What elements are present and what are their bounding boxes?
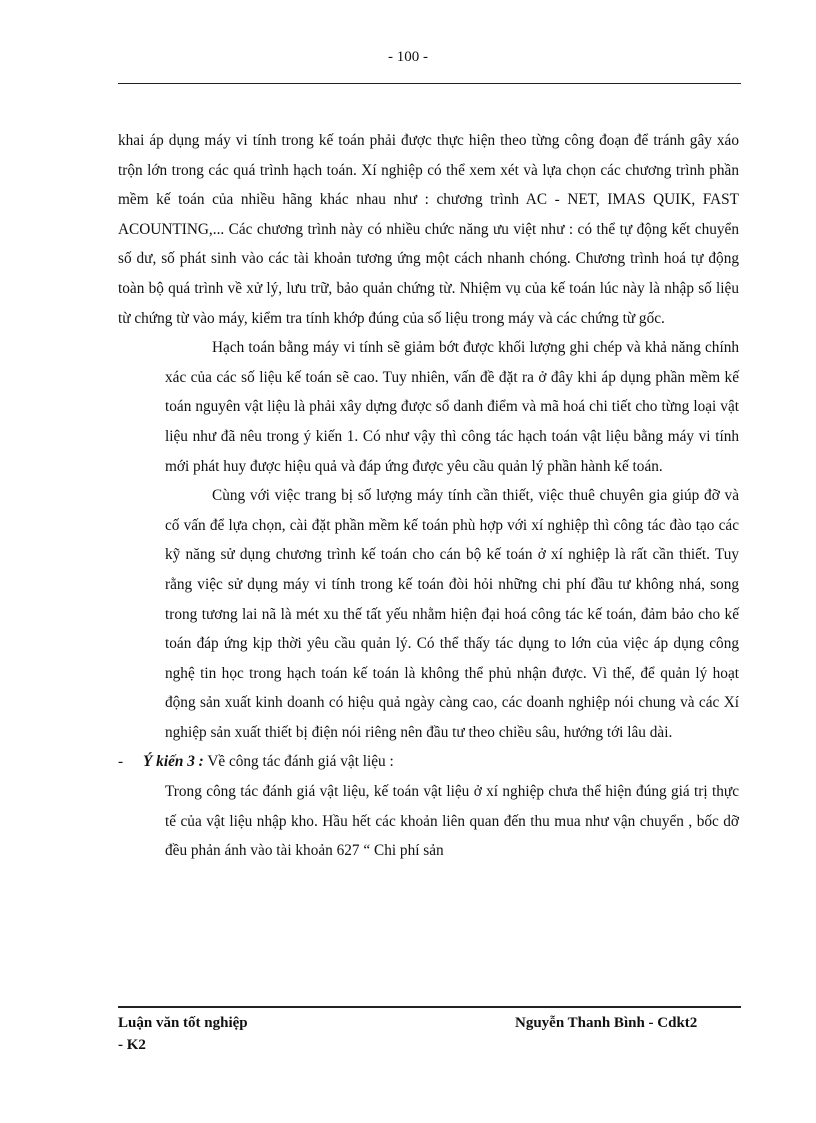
bullet-heading xyxy=(118,747,739,777)
header-divider xyxy=(118,83,741,84)
document-body xyxy=(118,126,739,866)
footer-left xyxy=(118,1012,248,1056)
footer-divider xyxy=(118,1006,741,1008)
page-number: - 100 - xyxy=(388,49,428,65)
paragraph-3: Cùng với việc trang bị số lượng máy tính cần thiết, việc thuê chuyên gia giúp đỡ và cố vấn để lựa chọn, cài đặt phần mềm kế toán phù hợp với xí nghiệp thì công tác đào tạo các kỹ năng sử dụng chương trình kế toán cho cán bộ kế toán ở xí nghiệp là rất cần thiết. Tuy rằng việc sử dụng máy vi tính trong kế toán đòi hỏi những chi phí đầu tư không nhá, song trong tương lai nã là mét xu thế tất yếu nhằm hiện đại hoá công tác kế toán, đảm bảo cho kế toán đáp ứng kịp thời yêu cầu quản lý. Có thể thấy tác dụng to lớn của việc áp dụng công nghệ tin học trong hạch toán kế toán là không thể phủ nhận được. Vì thế, để quản lý hoạt động sản xuất kinh doanh có hiệu quả ngày càng cao, các doanh nghiệp nói chung và các Xí nghiệp sản xuất thiết bị điện nói riêng nên đầu tư theo chiều sâu, hướng tới lâu dài. xyxy=(165,487,739,741)
footer-author: Nguyễn Thanh Bình - Cdkt2 xyxy=(515,1015,698,1031)
footer-thesis-label: Luận văn tốt nghiệp xyxy=(118,1015,248,1031)
paragraph-2: Hạch toán bằng máy vi tính sẽ giảm bớt được khối lượng ghi chép và khả năng chính xác của các số liệu kế toán sẽ cao. Tuy nhiên, vấn đề đặt ra ở đây khi áp dụng phần mềm kế toán nguyên vật liệu là phải xây dựng được sổ danh điểm và mã hoá chi tiết cho từng loại vật liệu như đã nêu trong ý kiến 1. Có như vậy thì công tác hạch toán vật liệu bằng máy vi tính mới phát huy được hiệu quả và đáp ứng được yêu cầu quản lý phần hành kế toán. xyxy=(165,339,739,475)
bullet-body: Trong công tác đánh giá vật liệu, kế toán vật liệu ở xí nghiệp chưa thể hiện đúng giá trị thực tế của vật liệu nhập kho. Hầu hết các khoản liên quan đến thu mua như vận chuyển , bốc dỡ đều phản ánh vào tài khoản 627 “ Chi phí sản xyxy=(165,783,739,860)
bullet-title: Ý kiến 3 : xyxy=(143,753,204,771)
bullet-heading-text: Về công tác đánh giá vật liệu : xyxy=(203,753,394,771)
paragraph-1: khai áp dụng máy vi tính trong kế toán phải được thực hiện theo từng công đoạn để tránh gây xáo trộn lớn trong các quá trình hạch toán. Xí nghiệp có thể xem xét và lựa chọn các chương trình phần mềm kế toán của nhiều hãng khác nhau như : chương trình AC - NET, IMAS QUIK, FAST ACOUNTING,... Các chương trình này có nhiều chức năng ưu việt như : có thể tự động kết chuyển số dư, số phát sinh vào các tài khoản tương ứng một cách nhanh chóng. Chương trình hoá tự động toàn bộ quá trình về xử lý, lưu trữ, bảo quản chứng từ. Nhiệm vụ của kế toán lúc này là nhập số liệu từ chứng từ vào máy, kiểm tra tính khớp đúng của số liệu trong máy và các chứng từ gốc. xyxy=(118,132,739,327)
bullet-dash: - xyxy=(118,753,124,771)
footer-class-suffix: - K2 xyxy=(118,1037,146,1053)
